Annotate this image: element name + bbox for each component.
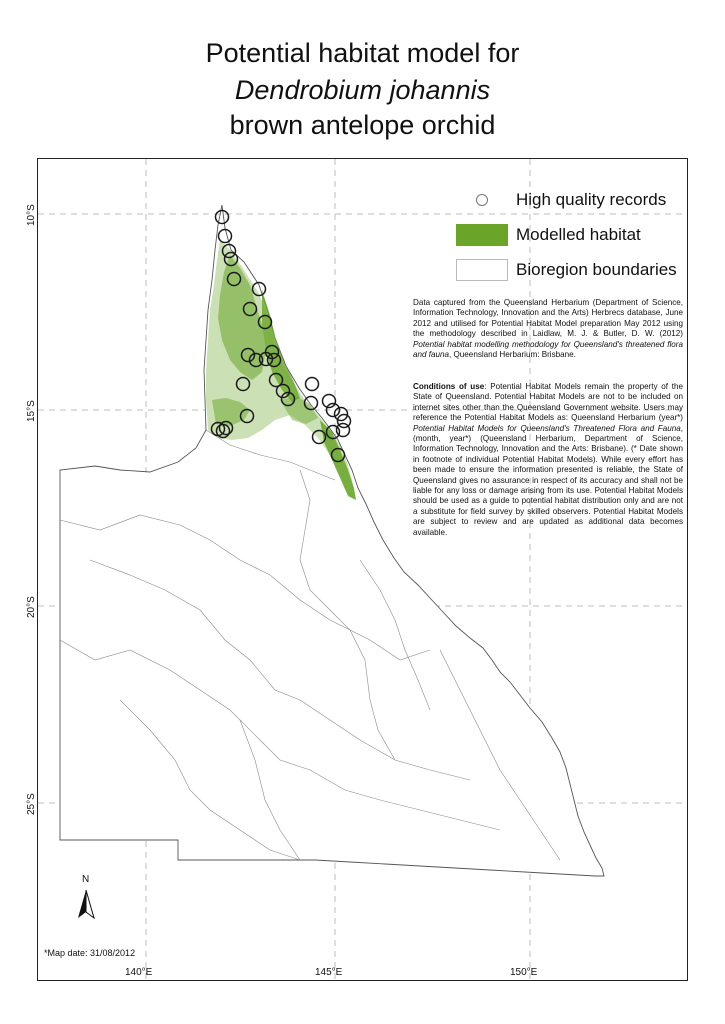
legend-bioregion bbox=[456, 257, 677, 283]
lon-label-150e: 150°E bbox=[510, 967, 538, 978]
habitat-swatch-icon bbox=[456, 224, 508, 246]
lat-label-15s: 15°S bbox=[26, 400, 37, 422]
legend-records bbox=[456, 187, 666, 213]
lon-label-145e: 145°E bbox=[315, 967, 343, 978]
legend-records-label: High quality records bbox=[516, 190, 667, 209]
lat-label-20s: 20°S bbox=[26, 596, 37, 618]
record-circle-icon bbox=[456, 189, 508, 211]
map-title-species: Dendrobium johannis bbox=[234, 75, 491, 105]
north-arrow-icon bbox=[76, 888, 98, 930]
data-source-note: Data captured from the Queensland Herbarium (Department of Science, Information Technology, Innovation and the Arts) Herbrecs database, June 2012 and utilised for Potential Habitat Model preparation May 2012 using the methodology described in Laidlaw, M. J. & Butler, D. W. (2012) Potential habitat modelling methodology for Queensland's threatened flora and fauna, Queensland Herbarium: Brisbane. bbox=[413, 298, 683, 360]
map-title-line1: Potential habitat model for bbox=[205, 38, 520, 68]
conditions-of-use: Conditions of use: Potential Habitat Models remain the property of the State of Queensland. Potential Habitat Models are not to be included on internet sites other than the Queensland Government website. Users may reference the Potential Habitat Models as: Queensland Herbarium (year*) Potential Habitat Models for Queensland's Threatened Flora and Fauna, (month, year*) (Queensland Herbarium, Department of Science, Information Technology, Innovation and the Arts: Brisbane). (* Date shown in footnote of individual Potential Habitat Models). While every effort has been made to ensure the information presented is reliable, the State of Queensland gives no assurance in respect of its accuracy and shall not be liable for any loss or damage arising from its use. Potential Habitat Models should be used as a guide to potential habitat distribution only and are not a substitute for field survey by skilled observers. Potential Habitat Models are subject to review and are updated as additional data becomes available. bbox=[413, 382, 684, 537]
lat-label-10s: 10°S bbox=[26, 204, 37, 226]
map-title-common-name: brown antelope orchid bbox=[229, 110, 496, 140]
map-date: *Map date: 31/08/2012 bbox=[44, 948, 136, 958]
legend-habitat bbox=[456, 222, 641, 248]
lat-label-25s: 25°S bbox=[26, 793, 37, 815]
north-arrow bbox=[76, 874, 98, 920]
north-label: N bbox=[82, 874, 90, 885]
bioregion-swatch-icon bbox=[456, 259, 508, 281]
legend-habitat-label: Modelled habitat bbox=[516, 225, 641, 244]
lon-label-140e: 140°E bbox=[125, 967, 153, 978]
legend-bioregion-label: Bioregion boundaries bbox=[516, 260, 677, 279]
